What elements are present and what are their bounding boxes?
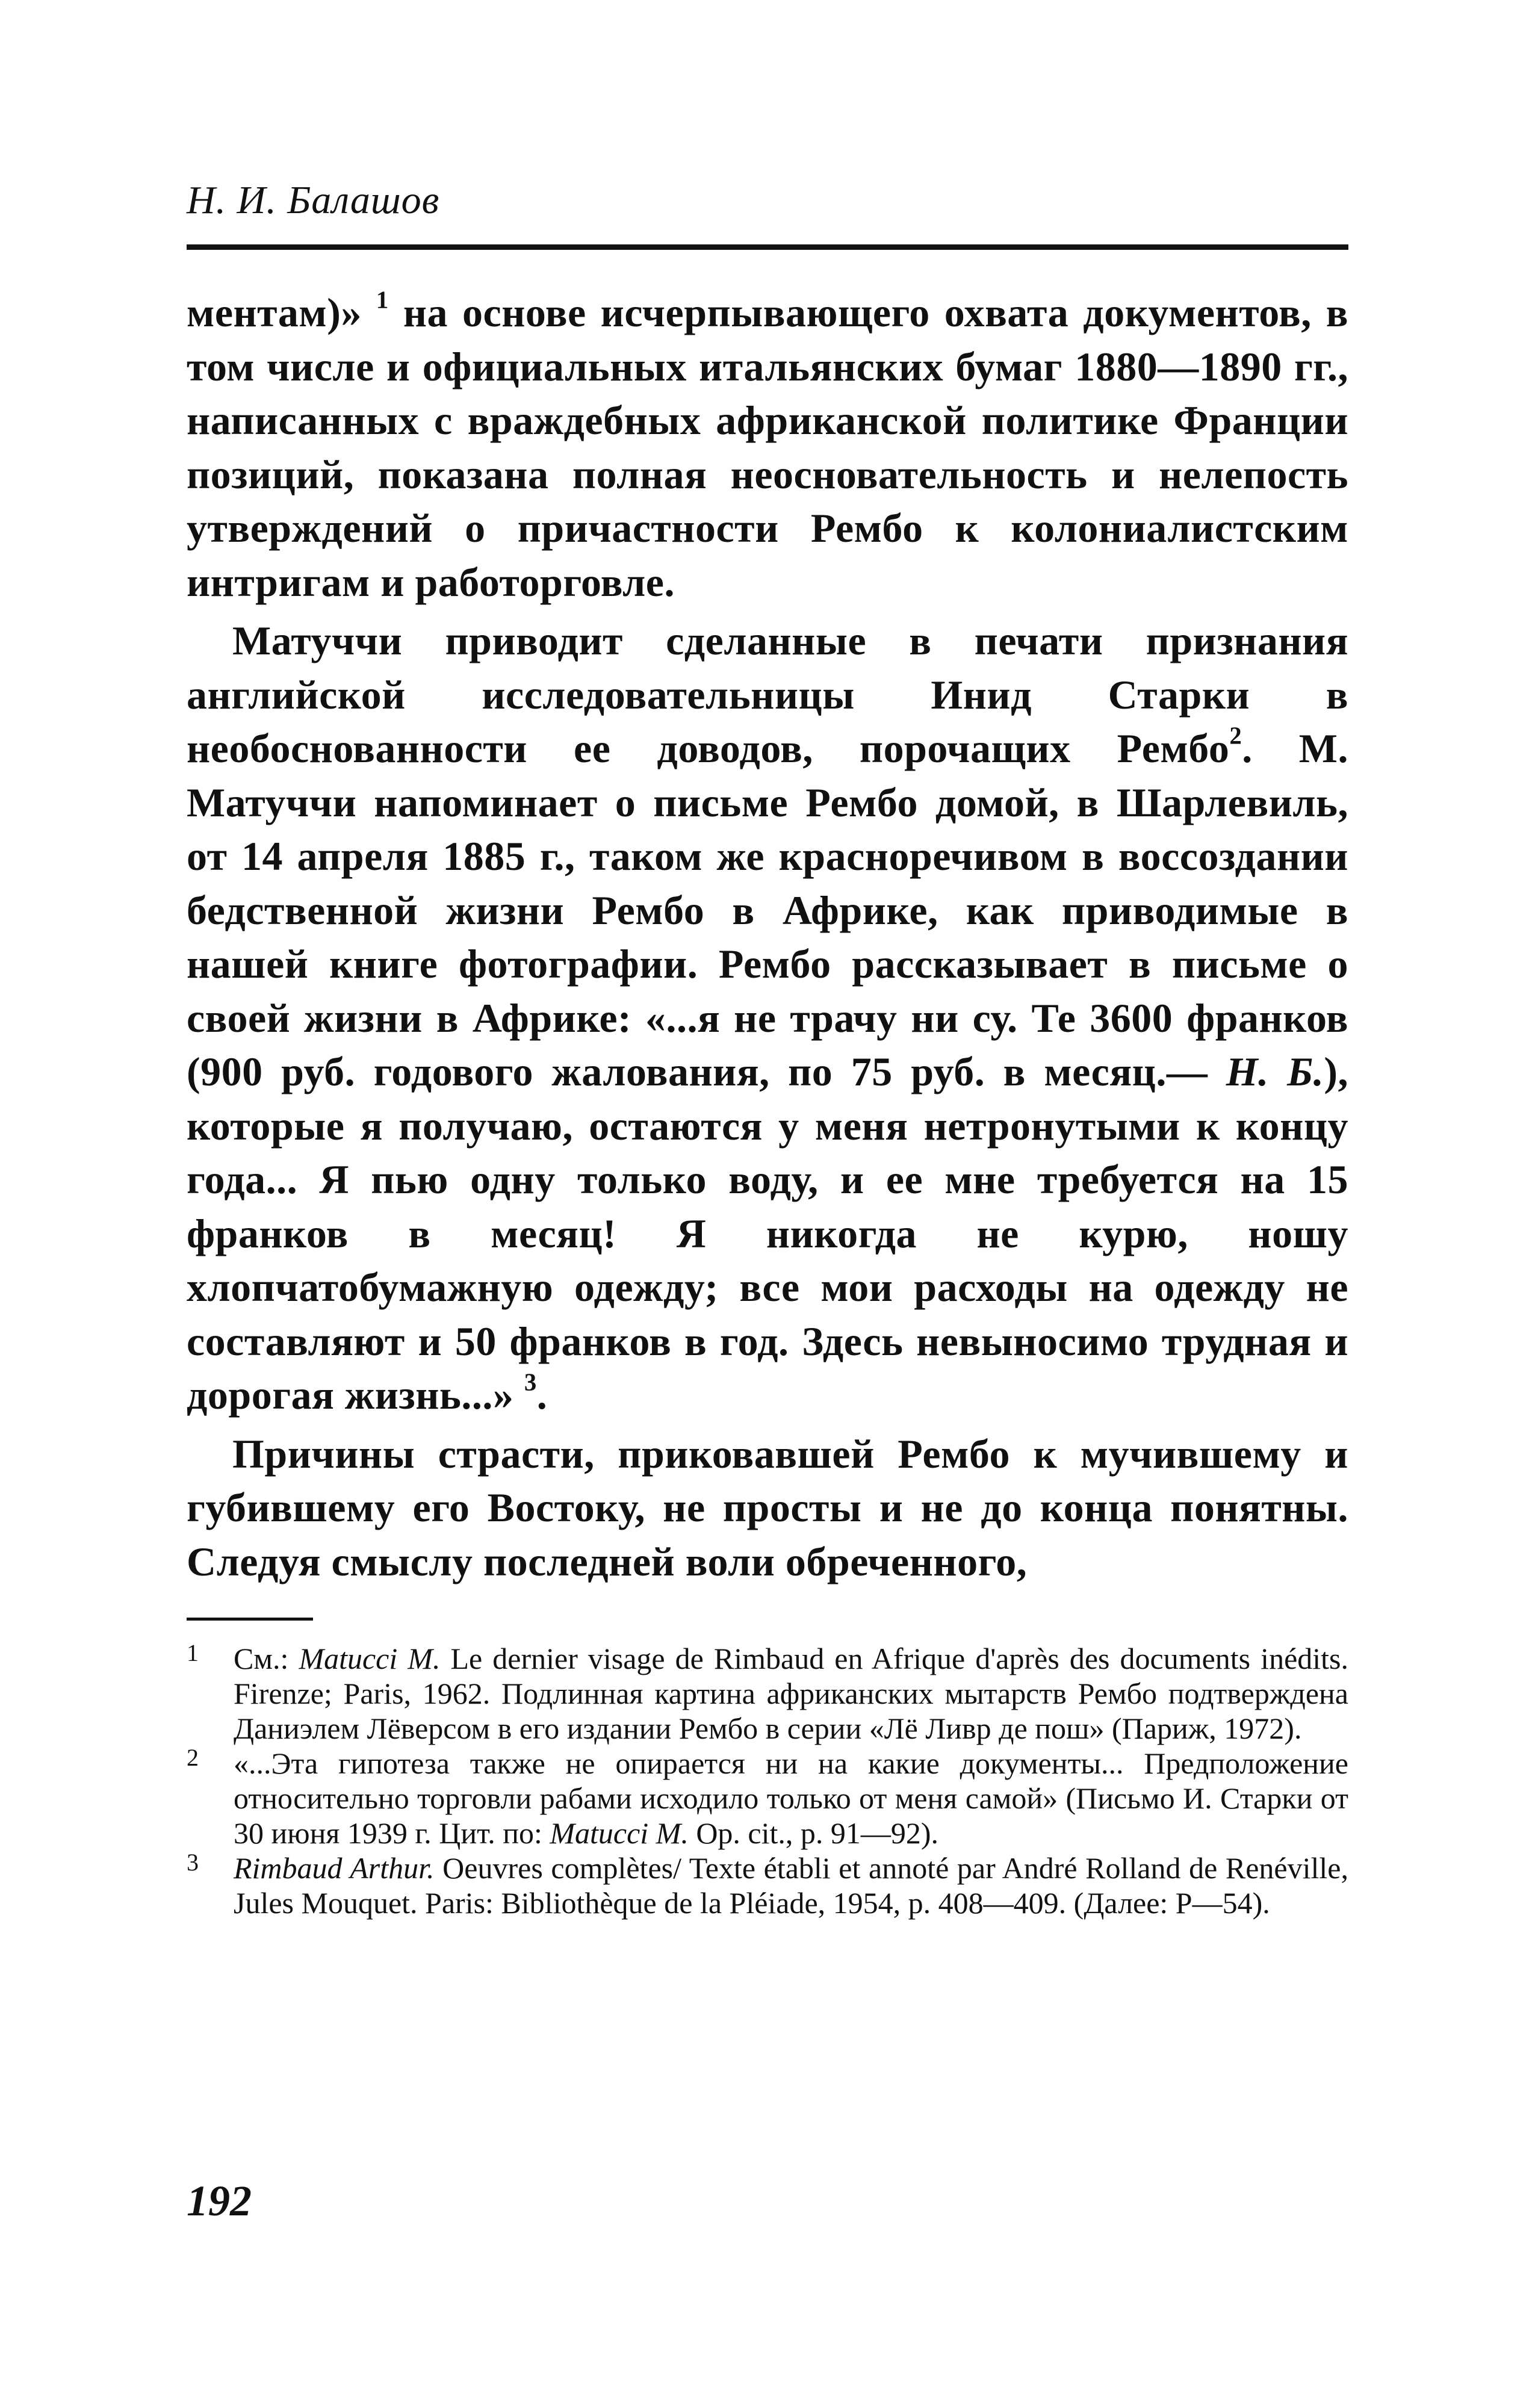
author-name: Matucci M.	[550, 1816, 689, 1850]
text-run: Причины страсти, приковавшей Рембо к мучившему и губившему его Востоку, не просты и не до конца понятны. Следуя смыслу последней воли обреченного,	[187, 1430, 1348, 1584]
text-run: ментам)»	[187, 290, 376, 335]
footnote-3	[187, 1851, 1348, 1920]
paragraph-1	[187, 286, 1348, 609]
page	[187, 178, 1349, 1920]
paragraph-2	[187, 614, 1348, 1423]
text-run: Матуччи приводит сделанные в печати признания английской исследовательницы Инид Старки в необоснованности ее доводов, порочащих Рембо	[187, 618, 1348, 771]
footnote-mark: 3	[187, 1849, 199, 1876]
text-run: Op. cit., p. 91—92).	[688, 1816, 939, 1850]
page-number: 192	[187, 2177, 252, 2225]
text-run: Le dernier visage de Rimbaud en Afrique d'après des documents inédits. Firenze; Paris, 1962. Подлинная картина африканских мытарств Рембо подтверждена Даниэлем Лёверсом в его издании Рембо в серии «Лё Ливр де пош» (Париж, 1972).	[234, 1642, 1349, 1745]
body-text	[187, 286, 1348, 1589]
text-run: «...Эта гипотеза также не опирается ни на какие документы... Предположение относительно торговли рабами исходило только от меня самой» (Письмо И. Старки от 30 июня 1939 г. Цит. по:	[234, 1746, 1348, 1850]
footnote-rule	[187, 1618, 313, 1621]
footnote-1	[187, 1641, 1348, 1746]
footnotes	[187, 1641, 1348, 1920]
footnote-ref-1[interactable]: 1	[376, 286, 389, 314]
paragraph-3	[187, 1427, 1348, 1589]
footnote-mark: 2	[187, 1744, 199, 1771]
footnote-2	[187, 1746, 1348, 1851]
header-rule	[187, 244, 1348, 250]
text-run: . М. Матуччи напоминает о письме Рембо домой, в Шарлевиль, от 14 апреля 1885 г., таком же красноречивом в воссоздании бедственной жизни Рембо в Африке, как приводимые в нашей книге фотографии. Рембо рассказывает в письме о своей жизни в Африке: «...я не трачу ни су. Те 3600 франков (900 руб. годового жалования, по 75 руб. в месяц.—	[187, 725, 1348, 1094]
text-run: ), которые я получаю, остаются у меня нетронутыми к концу года... Я пью одну только воду, и ее мне требуется на 15 франков в месяц! Я никогда не курю, ношу хлопчатобумажную одежду; все мои расходы на одежду не составляют и 50 франков в год. Здесь невыносимо трудная и дорогая жизнь...»	[187, 1049, 1348, 1418]
text-run: См.:	[234, 1642, 299, 1675]
author-initials: Н. Б.	[1226, 1049, 1324, 1094]
footnote-ref-2[interactable]: 2	[1229, 722, 1242, 749]
text-run: Oeuvres complètes/ Texte établi et annoté par André Rolland de Renéville, Jules Mouquet. Paris: Bibliothèque de la Pléiade, 1954, p. 408—409. (Далее: P—54).	[234, 1851, 1348, 1920]
author-name: Matucci M.	[299, 1642, 441, 1675]
footnote-ref-3[interactable]: 3	[524, 1368, 537, 1396]
footnote-mark: 1	[187, 1639, 199, 1666]
text-run: на основе исчерпывающего охвата документов, в том числе и официальных итальянских бумаг 1880—1890 гг., написанных с враждебных африканской политике Франции позиций, показана полная неосновательность и нелепость утверждений о причастности Рембо к колониалистским интригам и работорговле.	[187, 290, 1348, 605]
text-run: .	[536, 1372, 548, 1418]
running-head: Н. И. Балашов	[187, 178, 440, 222]
author-name: Rimbaud Arthur.	[234, 1851, 435, 1885]
